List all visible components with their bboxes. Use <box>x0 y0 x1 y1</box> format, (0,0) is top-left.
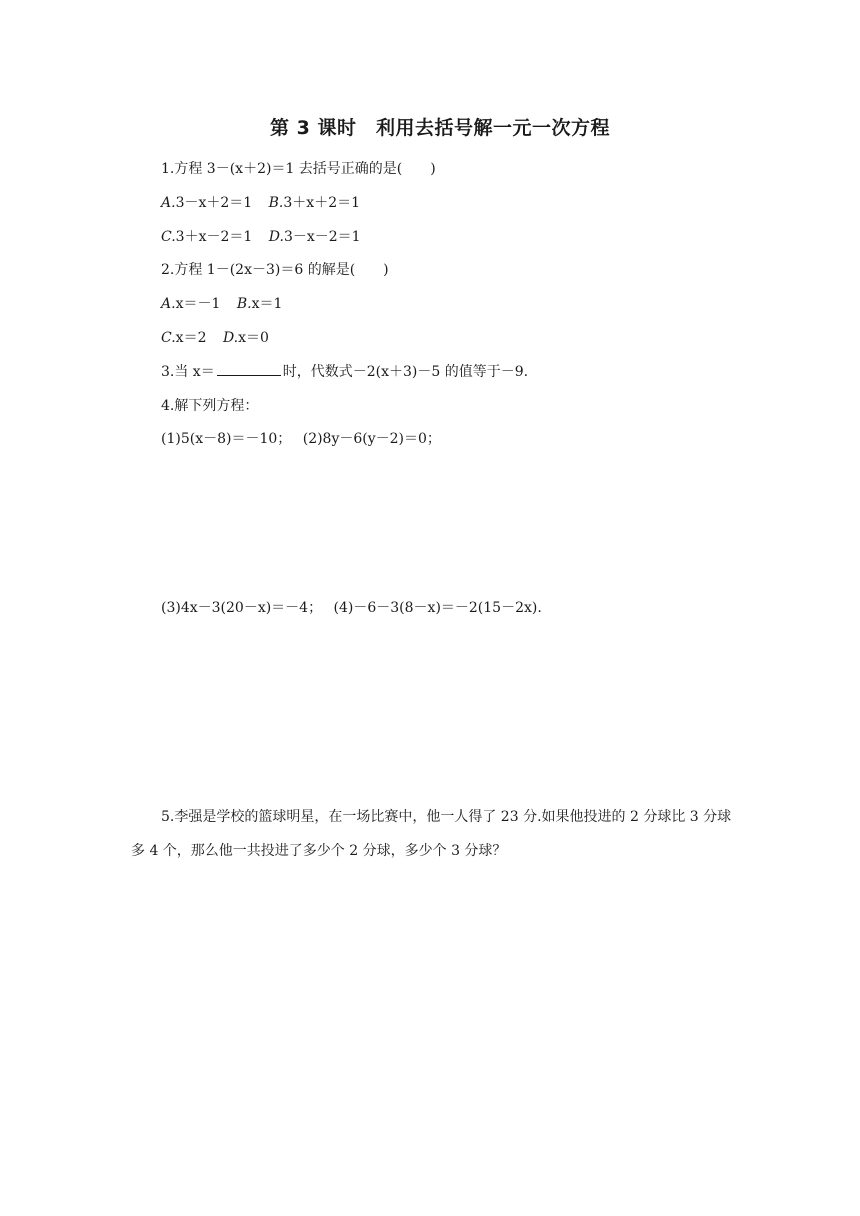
question-3-before: 3.当 x＝ <box>161 364 215 380</box>
option-text: 3＋x－2＝1 <box>175 229 253 245</box>
option-text: x＝2 <box>175 330 207 346</box>
option-d <box>269 229 361 245</box>
question-3 <box>161 361 528 381</box>
page-title: 第 3 课时 利用去括号解一元一次方程 <box>270 117 610 139</box>
option-letter: D. <box>222 330 239 346</box>
option-text: x＝－1 <box>175 296 221 312</box>
option-c <box>161 229 252 245</box>
question-4-row-1: (1)5(x－8)＝－10； (2)8y－6(y－2)＝0； <box>161 431 441 447</box>
option-text: 3＋x＋2＝1 <box>283 195 361 211</box>
question-3-after: 时，代数式－2(x＋3)－5 的值等于－9. <box>282 364 529 380</box>
option-letter: C. <box>161 330 176 346</box>
option-letter: D. <box>268 229 284 245</box>
question-2-options-row-1 <box>161 293 282 313</box>
question-1-options-row-2 <box>161 226 361 246</box>
option-letter: A. <box>161 195 176 211</box>
question-4-row-2: (3)4x－3(20－x)＝－4； (4)－6－3(8－x)＝－2(15－2x). <box>161 600 542 616</box>
option-c <box>161 330 206 346</box>
option-letter: A. <box>161 296 176 312</box>
question-5: 5.李强是学校的篮球明星，在一场比赛中，他一人得了 23 分.如果他投进的 2 分球比 3 分球多 4 个，那么他一共投进了多少个 2 分球，多少个 3 分球？ <box>131 809 732 859</box>
option-letter: C. <box>161 229 176 245</box>
option-a <box>161 296 220 312</box>
option-text: 3－x＋2＝1 <box>175 195 253 211</box>
question-1-stem: 1.方程 3－(x＋2)＝1 去括号正确的是( ) <box>161 161 436 177</box>
question-1-options-row-1 <box>161 192 360 212</box>
question-2-stem: 2.方程 1－(2x－3)＝6 的解是( ) <box>161 262 389 278</box>
answer-blank[interactable] <box>217 361 281 376</box>
option-a <box>161 195 252 211</box>
option-text: x＝0 <box>238 330 269 346</box>
option-letter: B. <box>236 296 252 312</box>
option-letter: B. <box>268 195 284 211</box>
option-b <box>237 296 283 312</box>
option-b <box>269 195 360 211</box>
option-text: 3－x－2＝1 <box>283 229 361 245</box>
question-4-stem: 4.解下列方程： <box>161 398 259 414</box>
question-2-options-row-2 <box>161 327 269 347</box>
option-d <box>223 330 269 346</box>
option-text: x＝1 <box>251 296 283 312</box>
